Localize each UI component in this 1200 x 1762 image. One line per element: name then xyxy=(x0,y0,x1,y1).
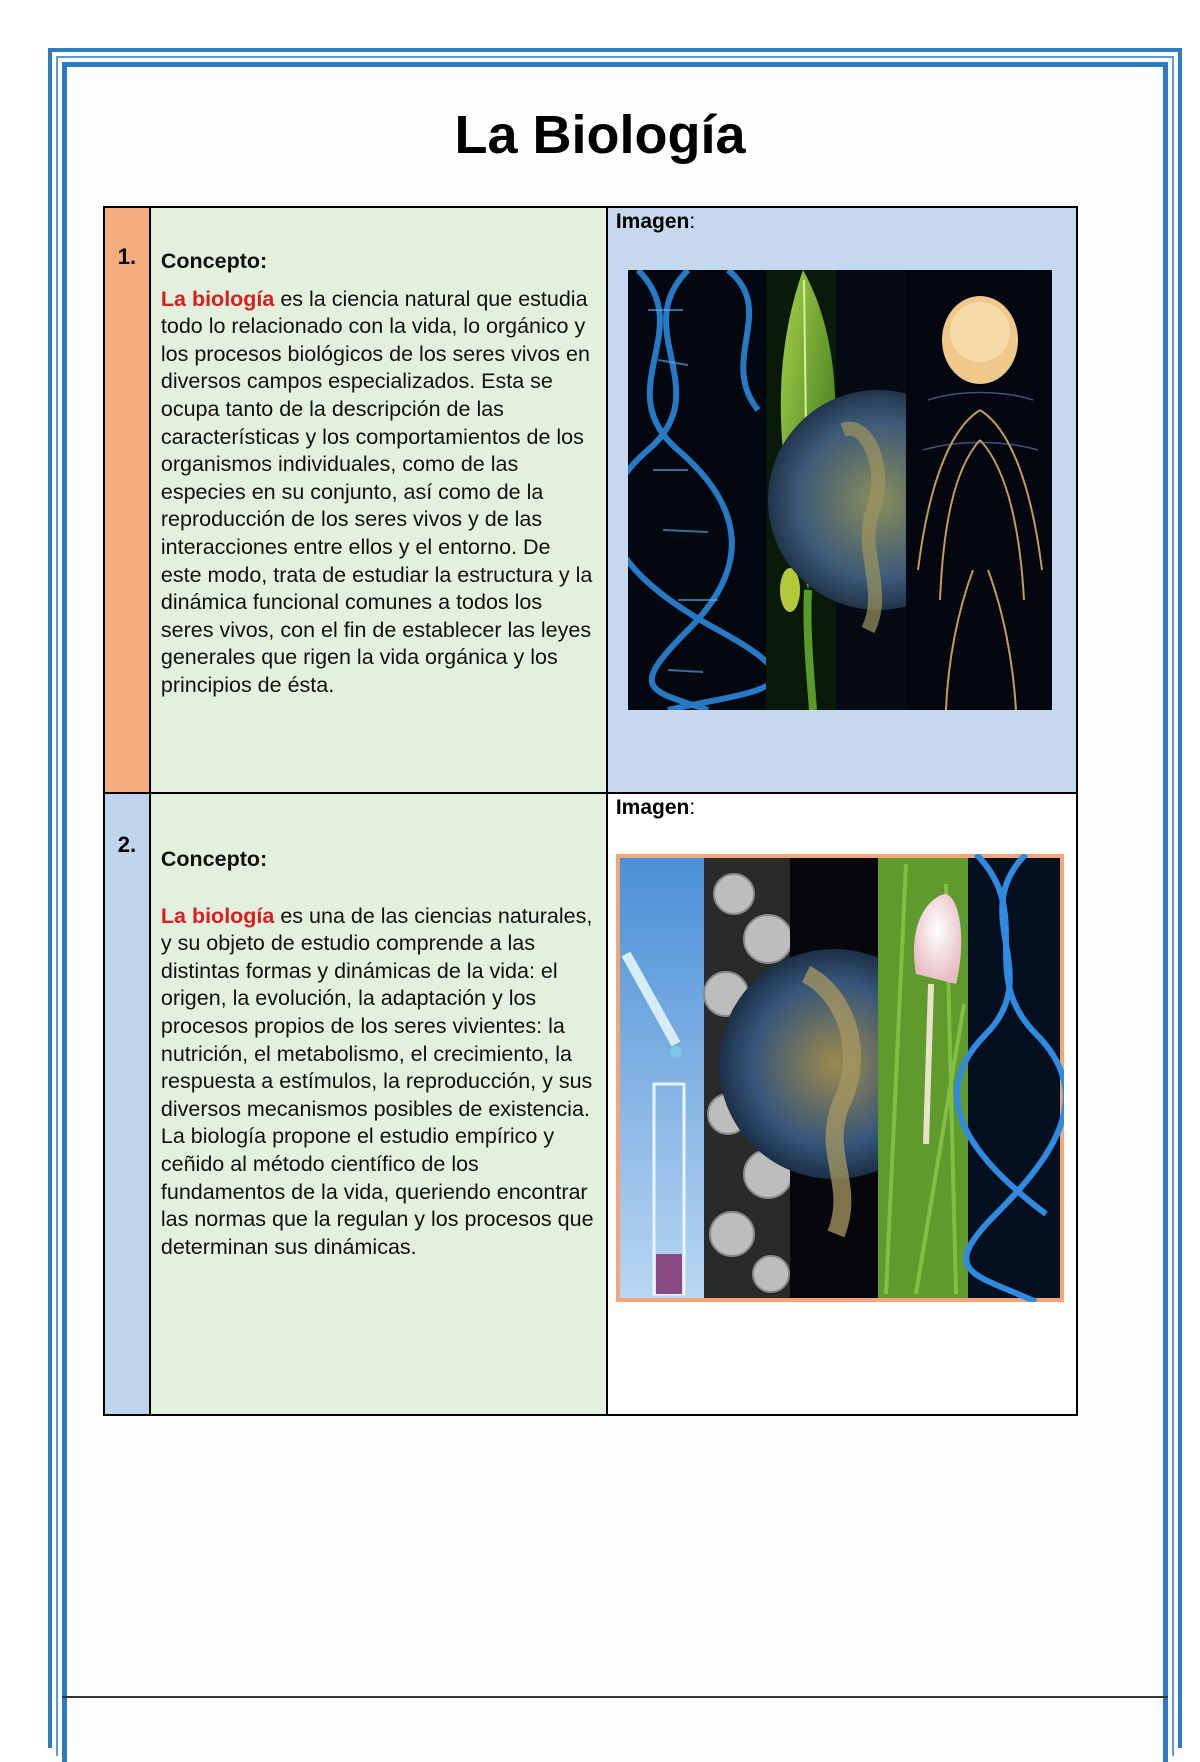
biology-collage-image xyxy=(628,270,1052,710)
row-number-cell xyxy=(104,793,150,1415)
page-bottom-line xyxy=(62,1696,1168,1698)
table-row xyxy=(104,793,1077,1415)
image-label: Imagen xyxy=(615,210,690,233)
image-label: Imagen xyxy=(615,796,690,819)
row-number-cell xyxy=(104,207,150,793)
image-label-colon: : xyxy=(689,796,696,819)
image-caption xyxy=(616,796,695,820)
concept-label: Concepto: xyxy=(160,847,268,871)
concept-body: es una de las ciencias naturales, y su objeto de estudio comprende a las distintas formas y dinámicas de la vida: el origen, la evolución, la adaptación y los procesos propios de los seres vivientes: la nutrición, el metabolismo, el crecimiento, la respuesta a estímulos, la reproducción, y sus diversos mecanismos posibles de existencia. La biología propone el estudio empírico y ceñido al método científico de los fundamentos de la vida, queriendo encontrar las normas que la regulan y los procesos que determinan sus dinámicas. xyxy=(160,903,594,1259)
row-number: 2. xyxy=(117,832,137,857)
science-collage-image xyxy=(616,854,1064,1302)
concept-text xyxy=(161,286,596,700)
concept-text xyxy=(161,903,596,1262)
concept-highlight: La biología xyxy=(160,903,275,928)
row-number: 1. xyxy=(117,244,137,269)
concept-cell xyxy=(150,207,607,793)
image-cell xyxy=(607,207,1077,793)
biology-table xyxy=(103,206,1078,1416)
image-caption xyxy=(616,210,695,234)
image-label-colon: : xyxy=(689,210,696,233)
concept-highlight: La biología xyxy=(160,286,275,311)
table-row xyxy=(104,207,1077,793)
concept-label: Concepto: xyxy=(160,249,268,273)
image-cell xyxy=(607,793,1077,1415)
concept-cell xyxy=(150,793,607,1415)
concept-body: es la ciencia natural que estudia todo lo relacionado con la vida, lo orgánico y los procesos biológicos de los seres vivos en diversos campos especializados. Esta se ocupa tanto de la descripción de las características y los comportamientos de los organismos individuales, como de las especies en su conjunto, así como de la reproducción de los seres vivos y de las interacciones entre ellos y el entorno. De este modo, trata de estudiar la estructura y la dinámica funcional comunes a todos los seres vivos, con el fin de establecer las leyes generales que rigen la vida orgánica y los principios de ésta. xyxy=(160,286,593,697)
page-title: La Biología xyxy=(454,105,746,165)
